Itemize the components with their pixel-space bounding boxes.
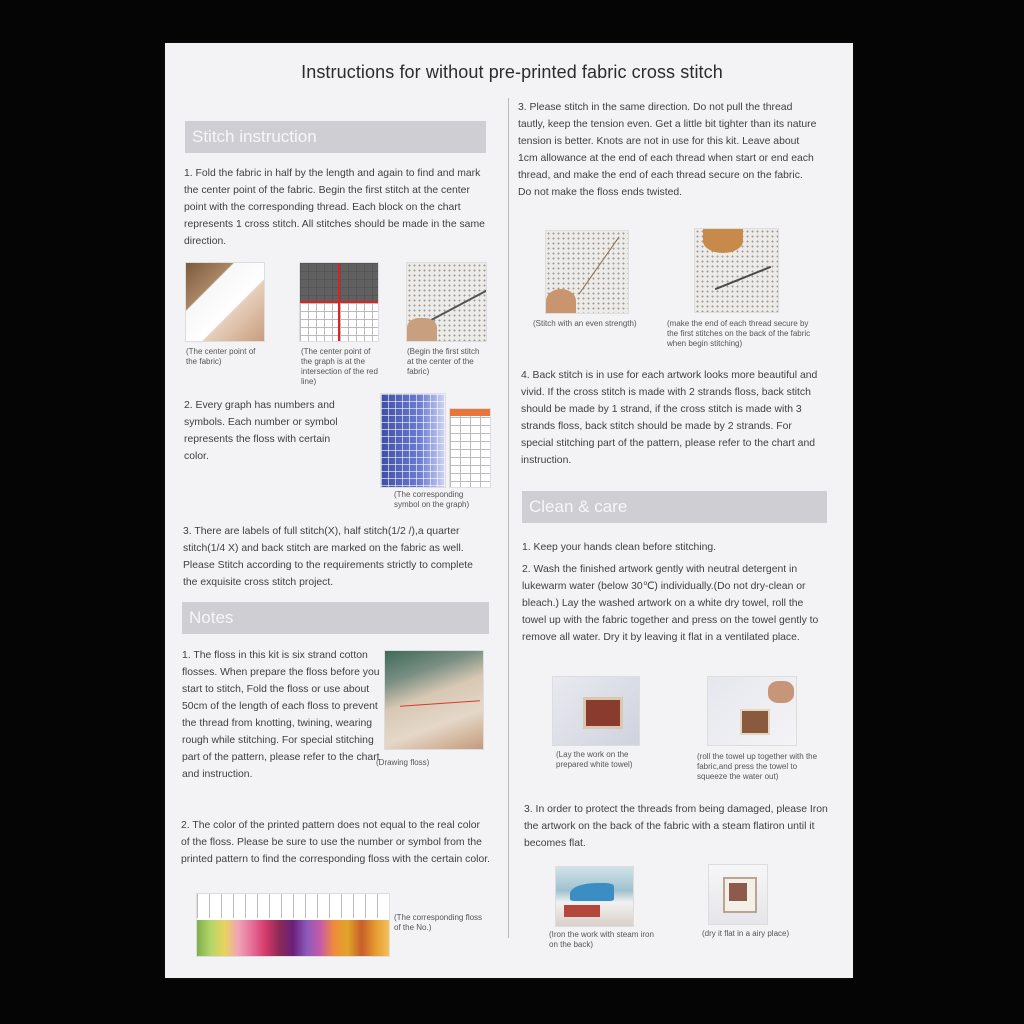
towel-lay-photo (552, 676, 640, 746)
even-stitch-photo (545, 230, 629, 314)
column-divider (508, 98, 509, 938)
towel-roll-photo (707, 676, 797, 746)
stitch-paragraph-1: 1. Fold the fabric in half by the length and again to find and mark the center point of the fabric. Begin the first stitch at the center point with the corresponding thread. Each block on the chart represents 1 cross stitch. All stitches should be made in the same direction. (184, 168, 485, 247)
caption-lay-towel: (Lay the work on the prepared white towel) (556, 750, 633, 769)
first-stitch-photo (406, 262, 487, 342)
caption-roll-towel: (roll the towel up together with the fabric,and press the towel to squeeze the water out) (697, 752, 818, 781)
floss-color-chart (196, 893, 390, 957)
caption-secure-thread: (make the end of each thread secure by the first stitches on the back of the fabric when begin stitching) (667, 319, 811, 348)
secure-thread-photo (694, 228, 779, 313)
caption-floss-no: (The corresponding floss of the No.) (394, 913, 483, 932)
dry-flat-photo (708, 864, 768, 925)
notes-paragraph-2: 2. The color of the printed pattern does not equal to the real color of the floss. Please be sure to use the number or symbol from the printed pattern to find the corresponding floss with the certain color. (181, 820, 491, 865)
caption-center-graph: (The center point of the graph is at the intersection of the red line) (301, 347, 378, 386)
drawing-floss-photo (384, 650, 484, 750)
iron-photo (555, 866, 634, 927)
stitch-instruction-header: Stitch instruction (185, 121, 486, 153)
center-graph-image (299, 262, 379, 342)
caption-symbol: (The corresponding symbol on the graph) (394, 490, 470, 509)
notes-paragraph-1: 1. The floss in this kit is six strand cotton flosses. When prepare the floss before you start to stitch, Fold the floss or use about 50cm of the length of each floss to prevent the thread from knotting, twining, wearing rough while stitching. For special stitching part of the pattern, please refer to the chart and instruction. (182, 650, 380, 780)
stitch-paragraph-right-3: 3. Please stitch in the same direction. Do not pull the thread tautly, keep the tension even. Get a little bit tighter than its nature tension is better. Knots are not in use for this kit. Leave about 1cm allowance at the end of each thread when start or end each thread, and make the end of each thread secure on the fabric. Do not make the floss ends twisted. (518, 102, 817, 198)
floss-key-table (449, 408, 491, 488)
notes-header: Notes (182, 602, 489, 634)
caption-center-fabric: (The center point of the fabric) (186, 347, 256, 366)
care-paragraph-2: 2. Wash the finished artwork gently with neutral detergent in lukewarm water (below 30℃) individually.(Do not dry-clean or bleach.) Lay the washed artwork on a white dry towel, roll the towel up with the fabric together and press on the towel gently to remove all water. Dry it by leaving it flat in a ventilated place. (522, 564, 819, 643)
fold-fabric-photo (185, 262, 265, 342)
caption-dry-flat: (dry it flat in a airy place) (702, 929, 790, 938)
caption-even-strength: (Stitch with an even strength) (533, 319, 637, 328)
stitch-paragraph-3: 3. There are labels of full stitch(X), half stitch(1/2 /),a quarter stitch(1/4 X) and back stitch are marked on the fabric as well. Please Stitch according to the requirements strictly to complete the exquisite cross stitch project. (183, 526, 473, 588)
clean-care-header: Clean & care (522, 491, 827, 523)
stitch-paragraph-2: 2. Every graph has numbers and symbols. Each number or symbol represents the floss with certain color. (184, 400, 338, 462)
care-paragraph-3: 3. In order to protect the threads from being damaged, please Iron the artwork on the back of the fabric with a steam flatiron until it becomes flat. (524, 804, 828, 849)
caption-iron: (Iron the work with steam iron on the back) (549, 930, 654, 949)
page-title: Instructions for without pre-printed fabric cross stitch (301, 62, 723, 82)
caption-drawing-floss: (Drawing floss) (376, 758, 430, 767)
care-paragraph-1: 1. Keep your hands clean before stitching. (522, 542, 717, 553)
symbol-graph-image (380, 393, 446, 488)
stitch-paragraph-4: 4. Back stitch is in use for each artwork looks more beautiful and vivid. If the cross stitch is made with 2 strands floss, back stitch should be made by 1 strand, if the cross stitch is made with 3 strands floss, back stitch should be made by 2 strands. For special stitching part of the pattern, please refer to the chart and instruction. (521, 370, 818, 466)
caption-first-stitch: (Begin the first stitch at the center of the fabric) (407, 347, 480, 376)
